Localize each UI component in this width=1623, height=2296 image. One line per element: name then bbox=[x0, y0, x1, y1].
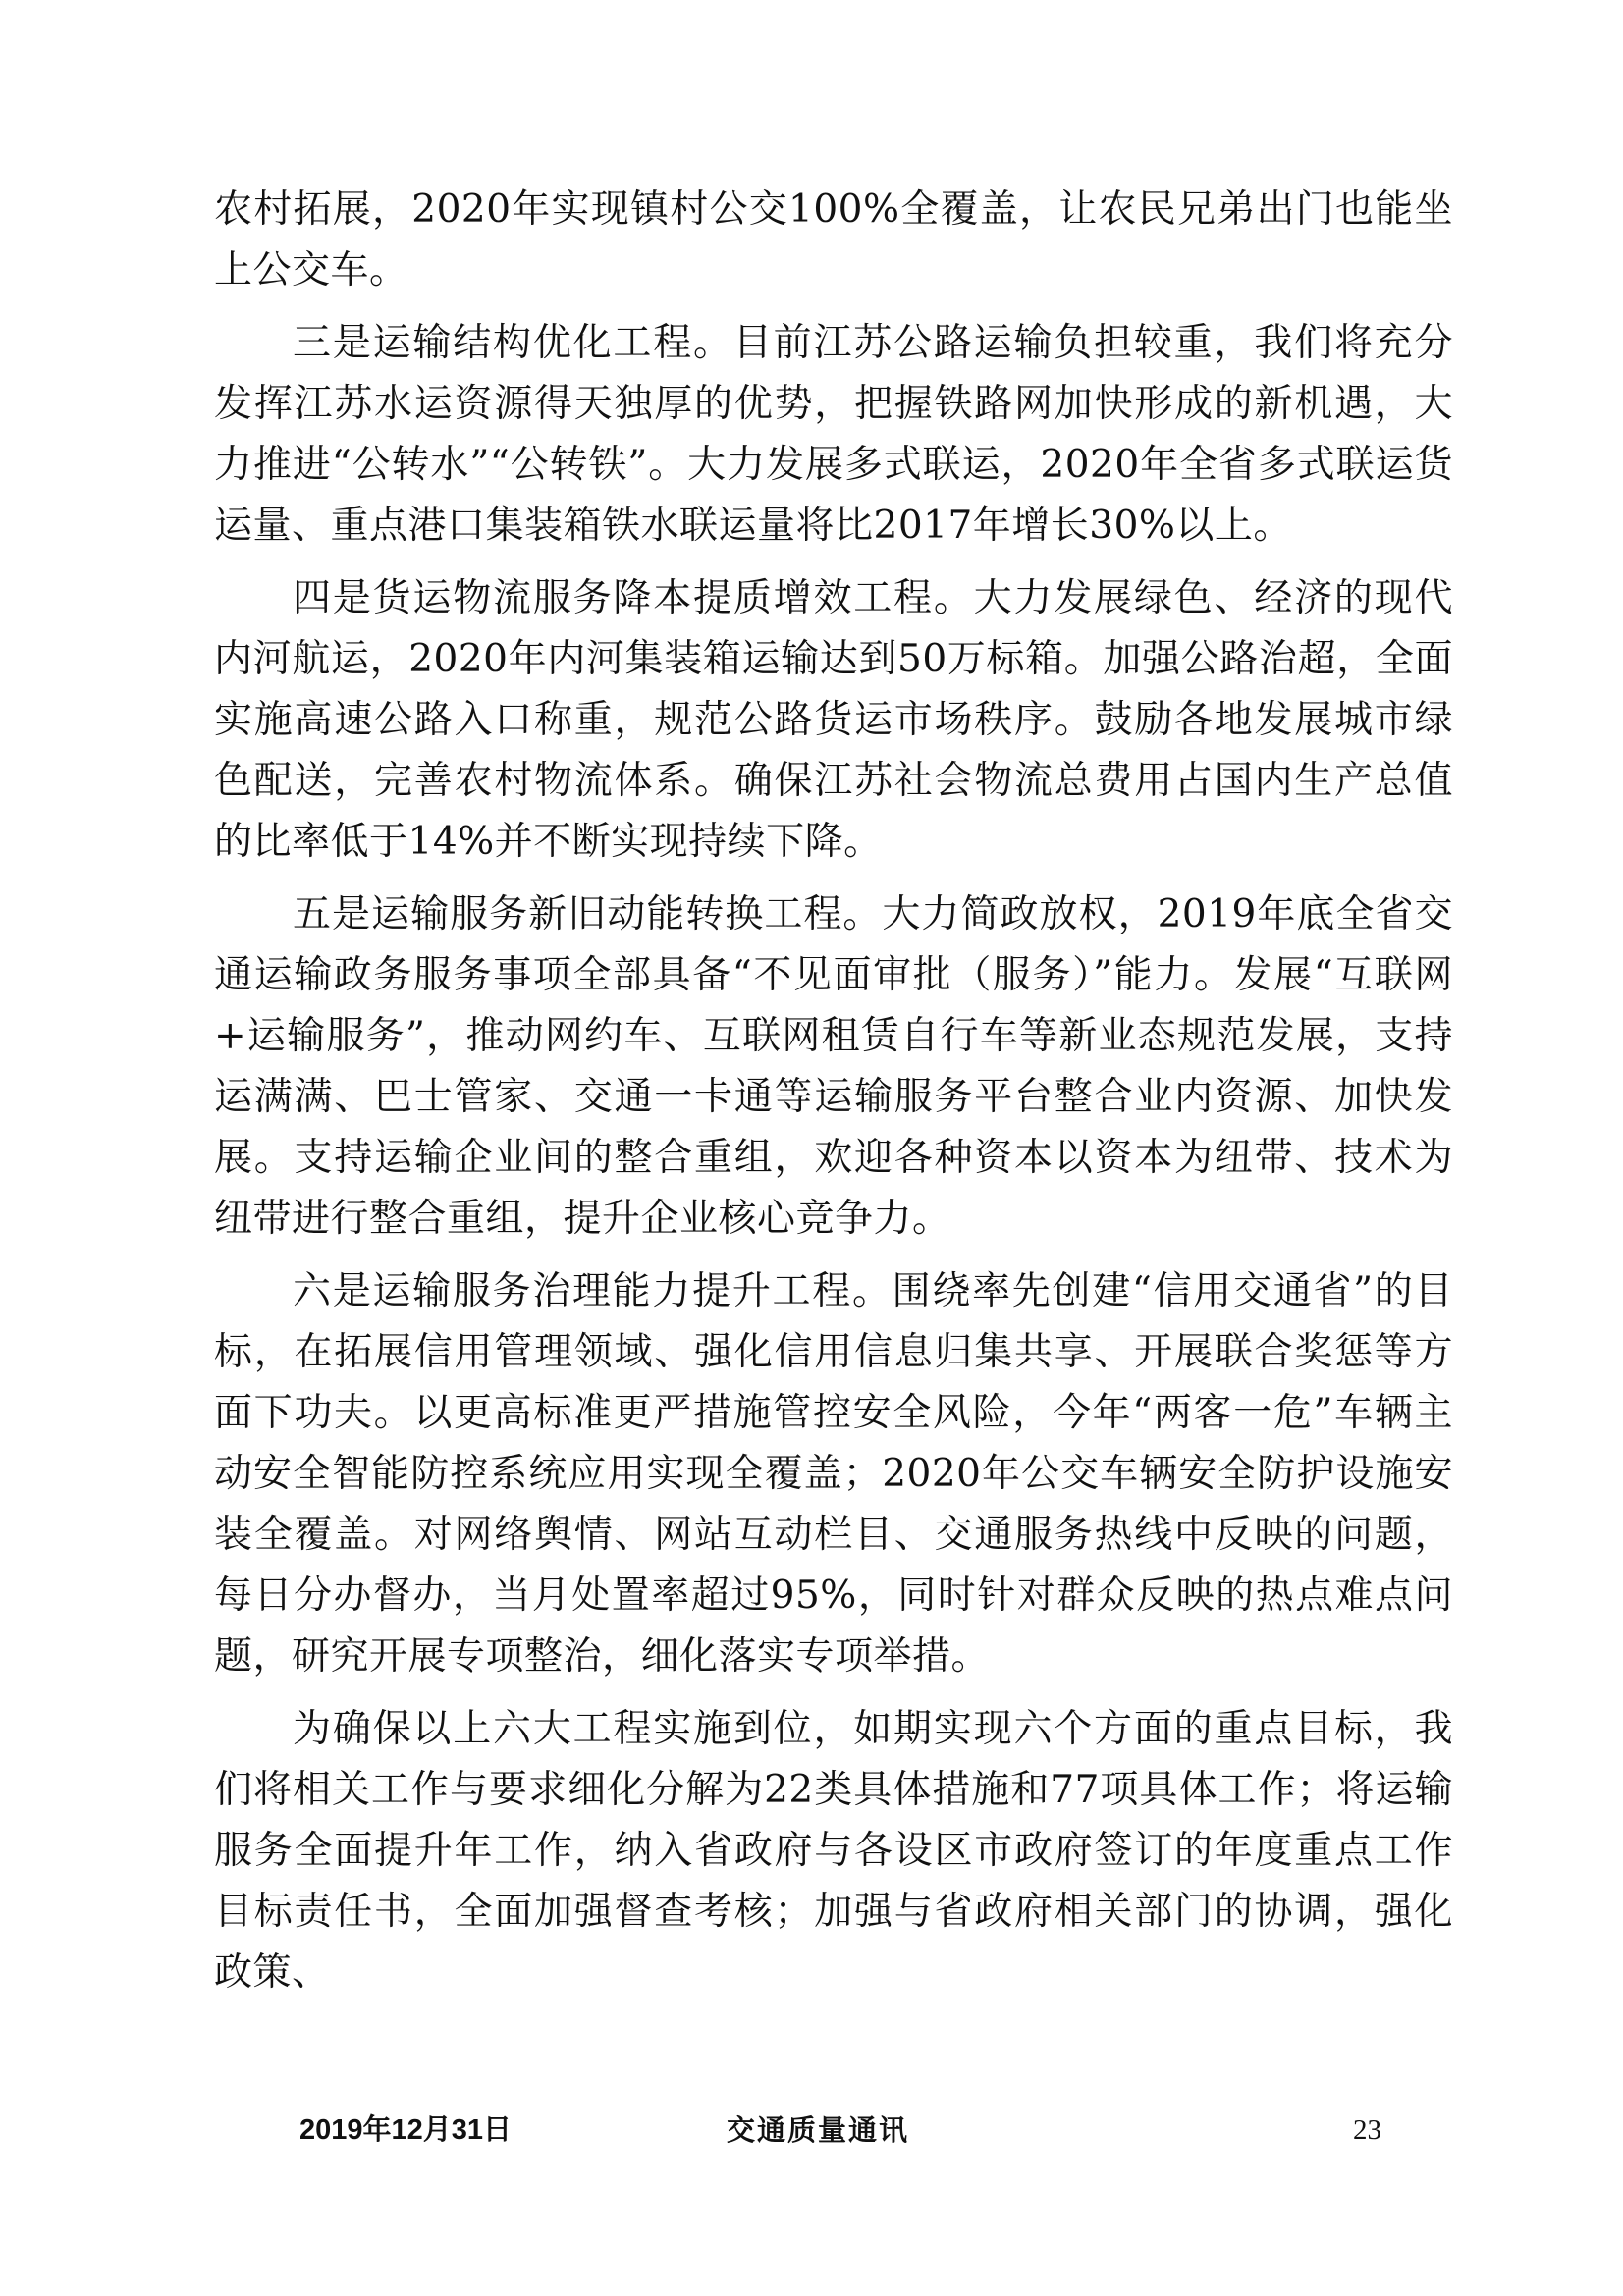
paragraph-implementation: 为确保以上六大工程实施到位，如期实现六个方面的重点目标，我们将相关工作与要求细化分解为22类具体措施和77项具体工作；将运输服务全面提升年工作，纳入省政府与各设区市政府签订的年度重点工作目标责任书，全面加强督查考核；加强与省政府相关部门的协调，强化政策、 bbox=[214, 1707, 1453, 1995]
page-footer bbox=[0, 2106, 1623, 2155]
paragraph-momentum-conversion: 五是运输服务新旧动能转换工程。大力简政放权，2019年底全省交通运输政务服务事项全部具备“不见面审批（服务）”能力。发展“互联网+运输服务”，推动网约车、互联网租赁自行车等新业态规范发展，支持运满满、巴士管家、交通一卡通等运输服务平台整合业内资源、加快发展。支持运输企业间的整合重组，欢迎各种资本以资本为纽带、技术为纽带进行整合重组，提升企业核心竞争力。 bbox=[214, 892, 1453, 1241]
footer-publication-title: 交通质量通讯 bbox=[727, 2113, 910, 2147]
paragraph-governance: 六是运输服务治理能力提升工程。围绕率先创建“信用交通省”的目标，在拓展信用管理领域、强化信用信息归集共享、开展联合奖惩等方面下功夫。以更高标准更严措施管控安全风险，今年“两客一危”车辆主动安全智能防控系统应用实现全覆盖；2020年公交车辆安全防护设施安装全覆盖。对网络舆情、网站互动栏目、交通服务热线中反映的问题，每日分办督办，当月处置率超过95%，同时针对群众反映的热点难点问题，研究开展专项整治，细化落实专项举措。 bbox=[214, 1269, 1453, 1679]
body-text bbox=[214, 180, 1453, 2015]
paragraph-transport-structure: 三是运输结构优化工程。目前江苏公路运输负担较重，我们将充分发挥江苏水运资源得天独厚的优势，把握铁路网加快形成的新机遇，大力推进“公转水”“公转铁”。大力发展多式联运，2020年全省多式联运货运量、重点港口集装箱铁水联运量将比2017年增长30%以上。 bbox=[214, 321, 1453, 548]
paragraph-continued: 农村拓展，2020年实现镇村公交100%全覆盖，让农民兄弟出门也能坐上公交车。 bbox=[214, 187, 1453, 293]
footer-date: 2019年12月31日 bbox=[299, 2114, 513, 2146]
page-number: 23 bbox=[1353, 2114, 1381, 2146]
paragraph-freight-logistics: 四是货运物流服务降本提质增效工程。大力发展绿色、经济的现代内河航运，2020年内河集装箱运输达到50万标箱。加强公路治超，全面实施高速公路入口称重，规范公路货运市场秩序。鼓励各地发展城市绿色配送，完善农村物流体系。确保江苏社会物流总费用占国内生产总值的比率低于14%并不断实现持续下降。 bbox=[214, 576, 1453, 864]
